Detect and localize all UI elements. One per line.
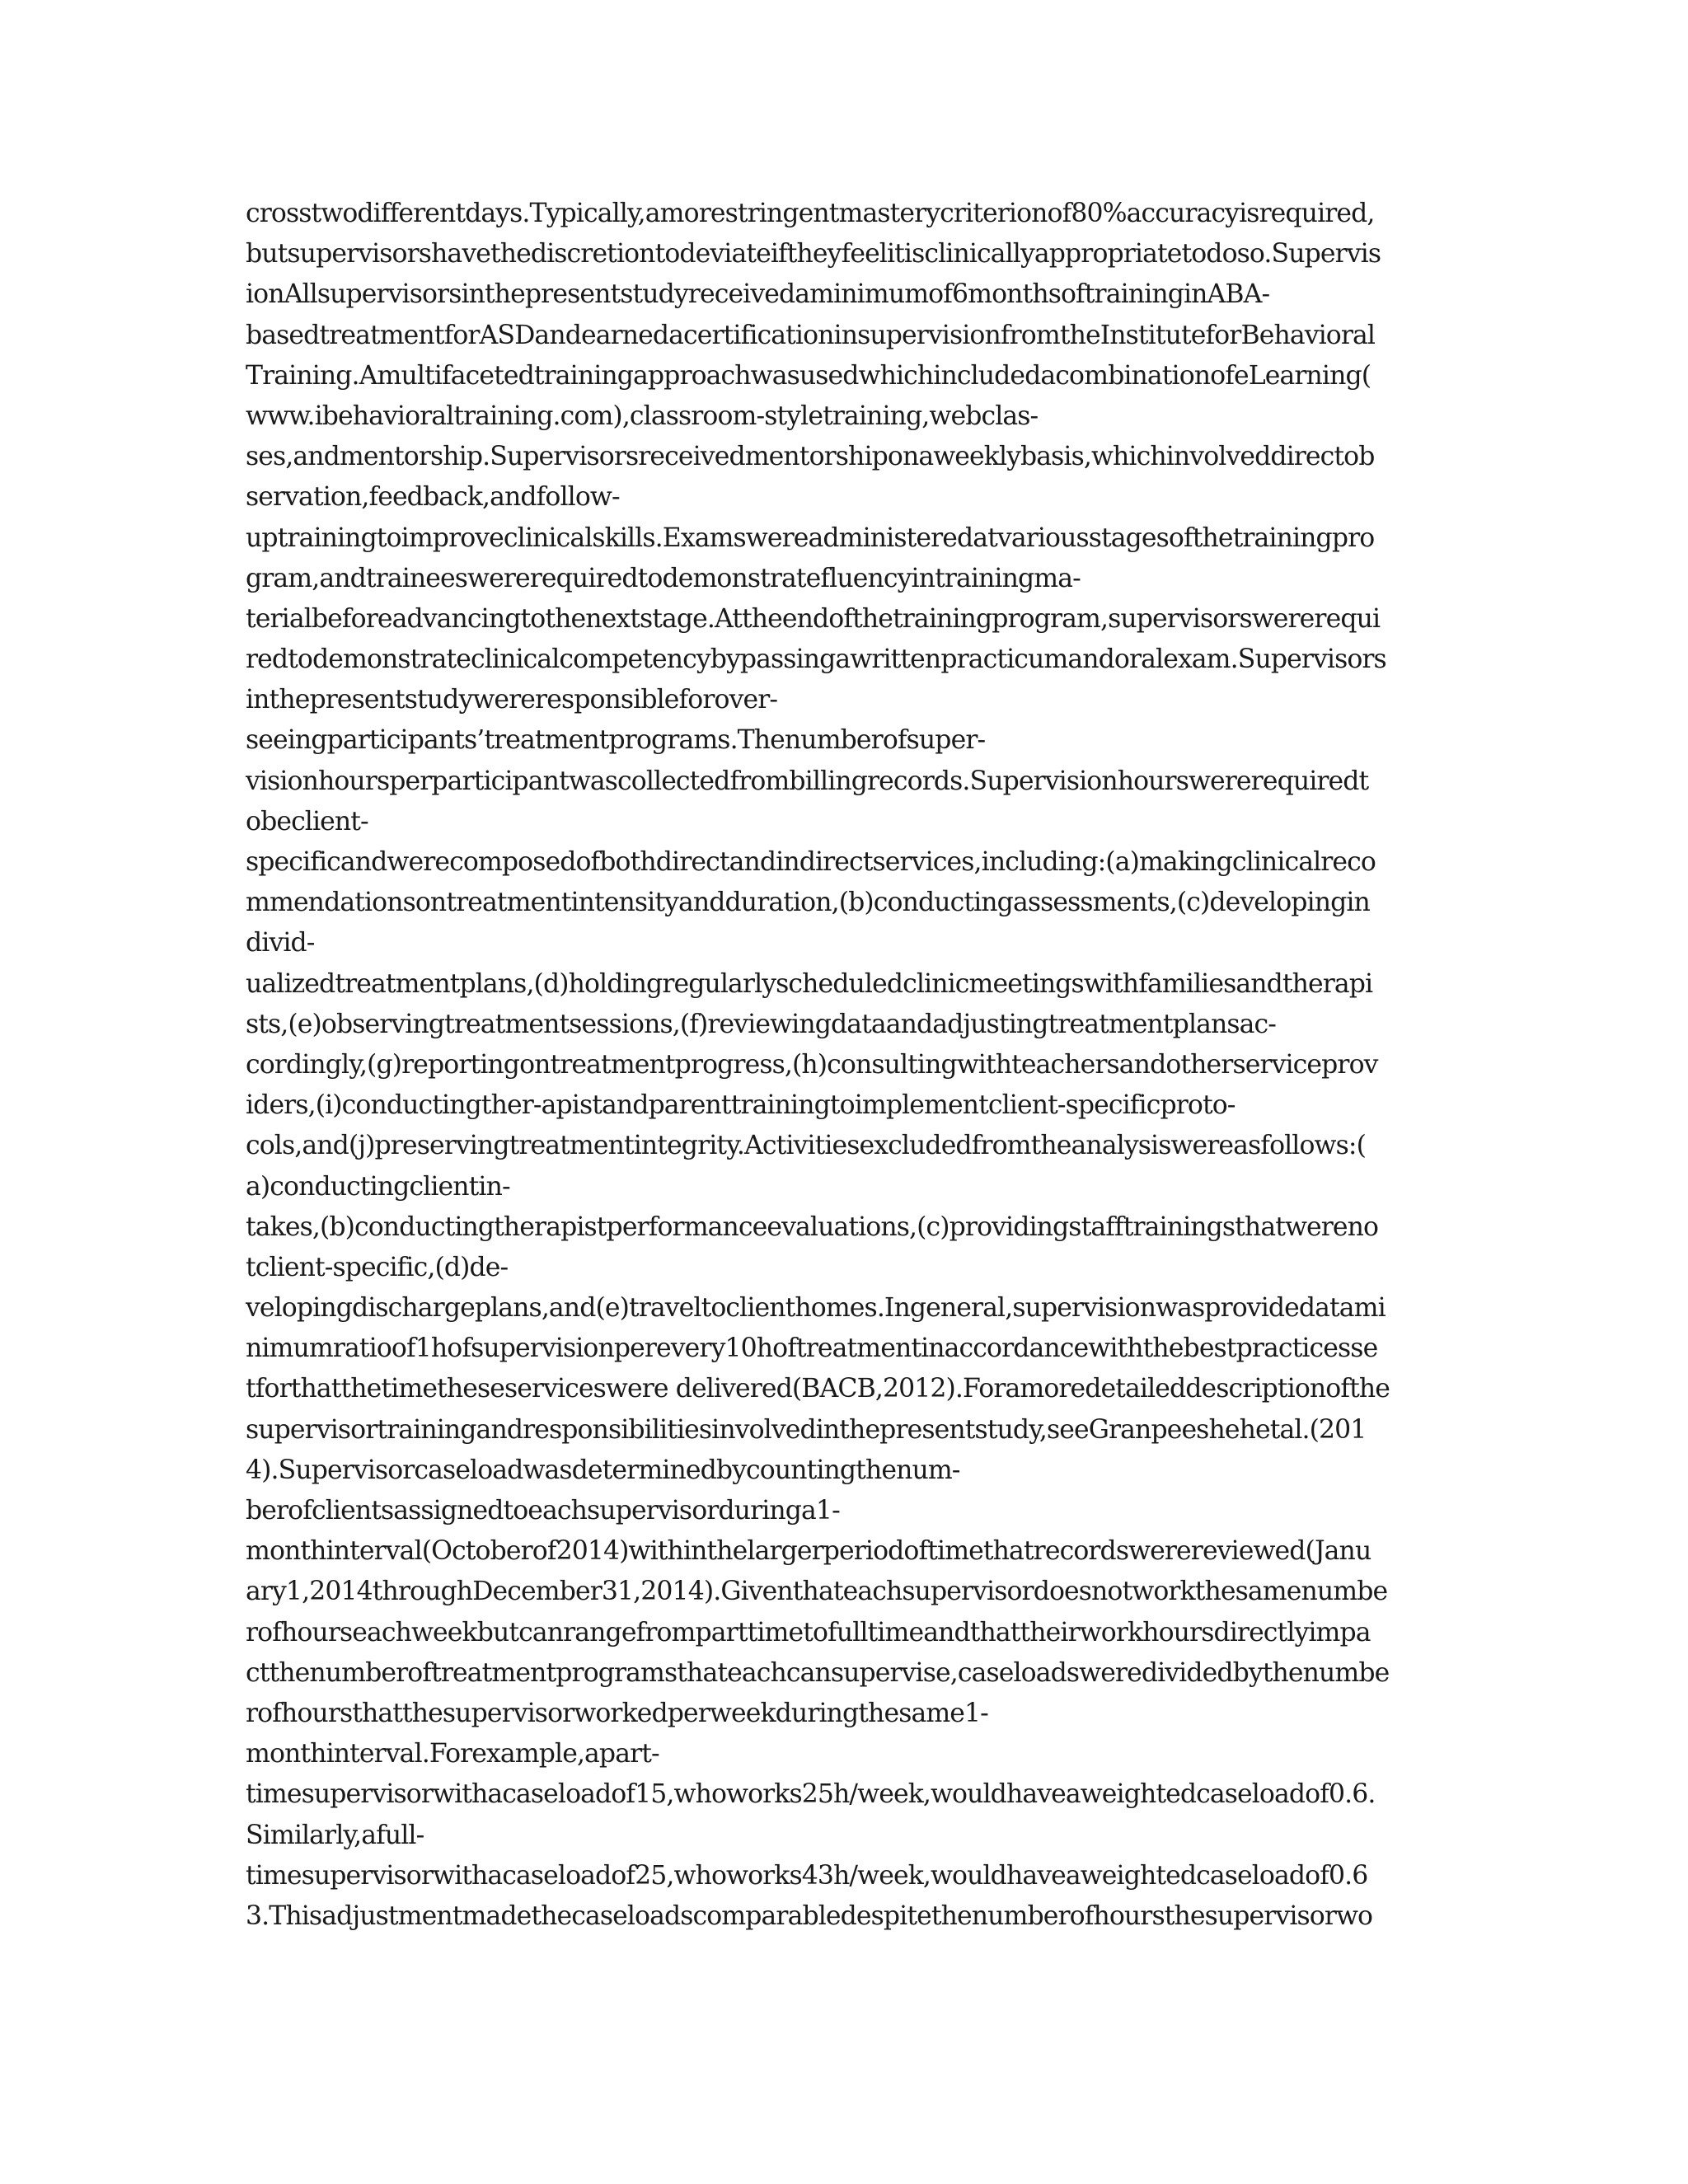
text-line: tforthatthetimetheseserviceswere delivered(BACB,2012).Foramoredetaileddescriptionofthe xyxy=(246,1374,1390,1404)
text-line: rofhoursthatthesupervisorworkedperweekduringthesame1- xyxy=(246,1698,988,1728)
text-line: obeclient- xyxy=(246,806,368,837)
text-line: uptrainingtoimproveclinicalskills.Examswereadministeredatvariousstagesofthetrainingpro xyxy=(246,523,1375,553)
text-line: 3.Thisadjustmentmadethecaseloadscomparabledespitethenumberofhoursthesupervisorwo xyxy=(246,1900,1373,1931)
text-line: basedtreatmentforASDandearnedacertificationinsupervisionfromtheInstituteforBehavioral xyxy=(246,320,1376,350)
text-line: supervisortrainingandresponsibilitiesinvolvedinthepresentstudy,seeGranpeeshehetal.(201 xyxy=(246,1414,1367,1445)
text-line: takes,(b)conductingtherapistperformanceevaluations,(c)providingstafftrainingsthatwereno xyxy=(246,1212,1379,1242)
text-line: divid- xyxy=(246,928,315,958)
text-line: timesupervisorwithacaseloadof15,whoworks25h/week,wouldhaveaweightedcaseloadof0.6. xyxy=(246,1779,1376,1810)
text-line: gram,andtraineeswererequiredtodemonstratefluencyintrainingma- xyxy=(246,563,1081,593)
text-line: visionhoursperparticipantwascollectedfrombillingrecords.Supervisionhourswererequiredt xyxy=(246,766,1369,796)
text-line: iders,(i)conductingther-apistandparenttrainingtoimplementclient-specificproto- xyxy=(246,1090,1236,1121)
text-line: tclient-specific,(d)de- xyxy=(246,1252,509,1282)
text-line: cordingly,(g)reportingontreatmentprogress,(h)consultingwithteachersandotherserviceprov xyxy=(246,1049,1378,1080)
text-line: timesupervisorwithacaseloadof25,whoworks43h/week,wouldhaveaweightedcaseloadof0.6 xyxy=(246,1860,1368,1891)
text-line: Training.AmultifacetedtrainingapproachwasusedwhichincludedacombinationofeLearning( xyxy=(246,360,1372,391)
text-line: velopingdischargeplans,and(e)traveltoclienthomes.Ingeneral,supervisionwasprovidedatami xyxy=(246,1293,1386,1324)
text-line: redtodemonstrateclinicalcompetencybypassingawrittenpracticumandoralexam.Supervisors xyxy=(246,644,1386,675)
text-line: monthinterval(Octoberof2014)withinthelargerperiodoftimethatrecordswerereviewed(Janu xyxy=(246,1536,1372,1567)
text-line: Similarly,afull- xyxy=(246,1820,424,1850)
text-line: ary1,2014throughDecember31,2014).Giventhateachsupervisordoesnotworkthesamenumbe xyxy=(246,1577,1388,1607)
text-line: rofhourseachweekbutcanrangefromparttimetofulltimeandthattheirworkhoursdirectlyimpa xyxy=(246,1617,1371,1647)
text-line: www.ibehavioraltraining.com),classroom-styletraining,webclas- xyxy=(246,401,1039,431)
text-line: mmendationsontreatmentintensityandduration,(b)conductingassessments,(c)developingin xyxy=(246,888,1370,918)
text-line: seeingparticipants’treatmentprograms.Thenumberofsuper- xyxy=(246,725,986,756)
text-line: a)conductingclientin- xyxy=(246,1171,510,1202)
text-line: nimumratioof1hofsupervisionperevery10hoftreatmentinaccordancewiththebestpracticesse xyxy=(246,1333,1378,1364)
text-line: crosstwodifferentdays.Typically,amorestringentmasterycriterionof80%accuracyisrequired, xyxy=(246,199,1375,228)
text-line: ionAllsupervisorsinthepresentstudyreceivedaminimumof6monthsoftraininginABA- xyxy=(246,279,1270,310)
text-line: berofclientsassignedtoeachsupervisorduringa1- xyxy=(246,1496,840,1526)
text-line: ctthenumberoftreatmentprogramsthateachcansupervise,caseloadsweredividedbythenumbe xyxy=(246,1657,1390,1688)
text-line: terialbeforeadvancingtothenextstage.Attheendofthetrainingprogram,supervisorswererequi xyxy=(246,603,1381,634)
text-line: ualizedtreatmentplans,(d)holdingregularlyscheduledclinicmeetingswithfamiliesandtherapi xyxy=(246,968,1373,999)
body-text xyxy=(246,194,1449,1937)
text-line: servation,feedback,andfollow- xyxy=(246,482,620,513)
text-line: ses,andmentorship.Supervisorsreceivedmentorshiponaweeklybasis,whichinvolveddirectob xyxy=(246,442,1375,472)
text-line: cols,and(j)preservingtreatmentintegrity.Activitiesexcludedfromtheanalysiswereasfollows:( xyxy=(246,1131,1366,1161)
text-line: monthinterval.Forexample,apart- xyxy=(246,1739,659,1769)
text-line: 4).Supervisorcaseloadwasdeterminedbycountingthenum- xyxy=(246,1455,960,1485)
text-line: butsupervisorshavethediscretiontodeviateiftheyfeelitisclinicallyappropriatetodoso.Supervis xyxy=(246,239,1381,269)
text-line: specificandwerecomposedofbothdirectandindirectservices,including:(a)makingclinicalreco xyxy=(246,847,1376,877)
text-line: inthepresentstudywereresponsibleforover- xyxy=(246,685,778,715)
text-line: sts,(e)observingtreatmentsessions,(f)reviewingdataandadjustingtreatmentplansac- xyxy=(246,1009,1277,1039)
